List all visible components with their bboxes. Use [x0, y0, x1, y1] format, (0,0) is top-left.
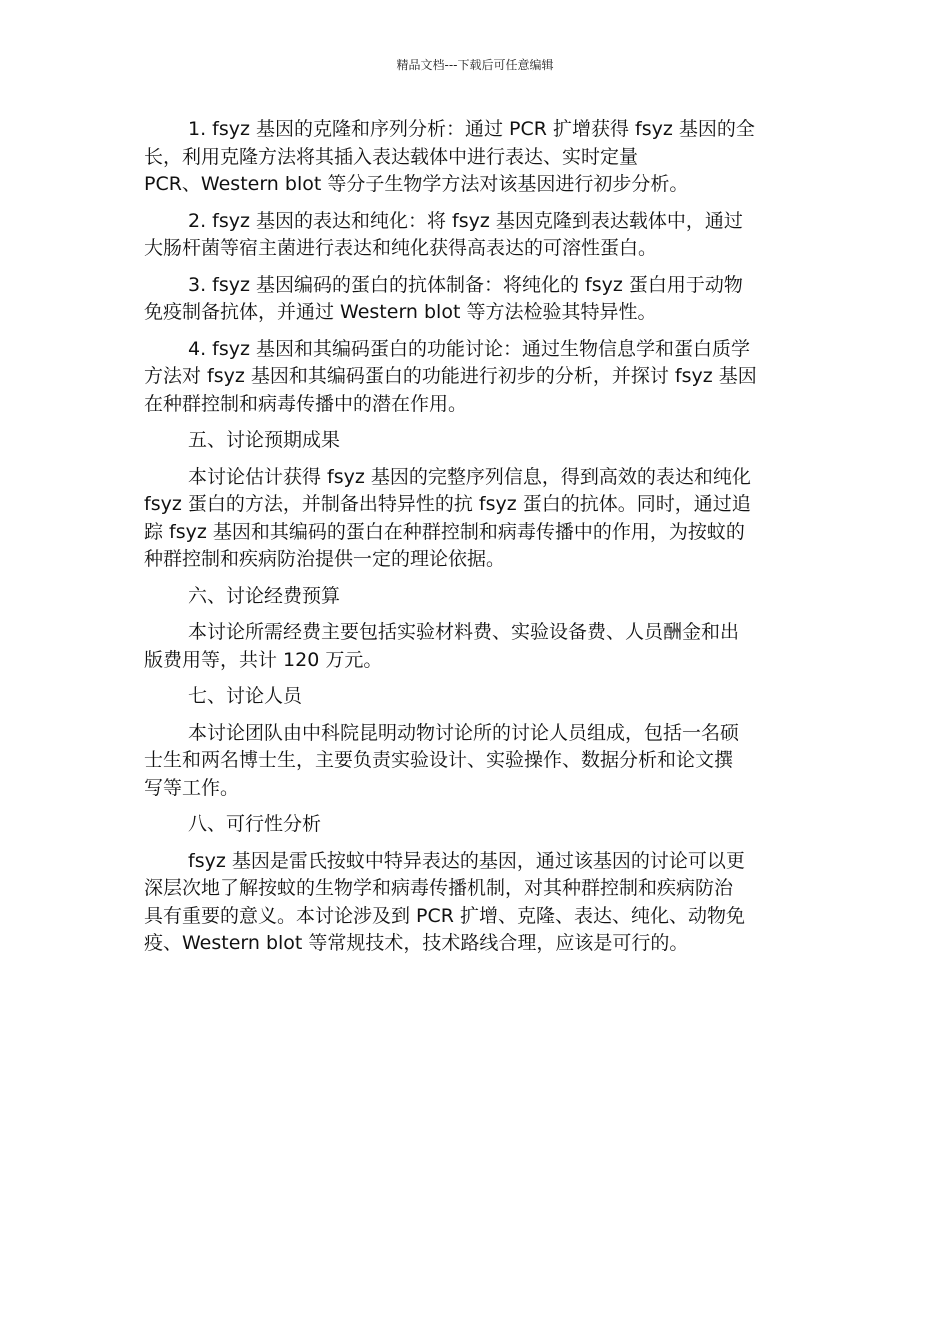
text-line: 疫、Western blot 等常规技术，技术路线合理，应该是可行的。: [144, 932, 689, 954]
paragraph-antibody-prep: [144, 272, 806, 327]
text-line: PCR、Western blot 等分子生物学方法对该基因进行初步分析。: [144, 173, 689, 195]
text-line: 在种群控制和病毒传播中的潜在作用。: [144, 392, 468, 415]
text-line: 踪 fsyz 基因和其编码的蛋白在种群控制和病毒传播中的作用，为按蚊的: [144, 520, 745, 543]
paragraph-function-discussion: [144, 336, 806, 419]
text-line: 4. fsyz 基因和其编码蛋白的功能讨论：通过生物信息学和蛋白质学: [188, 337, 751, 360]
text-line: 大肠杆菌等宿主菌进行表达和纯化获得高表达的可溶性蛋白。: [144, 237, 658, 259]
paragraph-gene-cloning: [144, 116, 806, 199]
paragraph-feasibility: [144, 848, 806, 958]
text-line: fsyz 基因是雷氏按蚊中特异表达的基因，通过该基因的讨论可以更: [188, 849, 745, 872]
paragraph-budget: [144, 619, 806, 674]
text-line: fsyz 蛋白的方法，并制备出特异性的抗 fsyz 蛋白的抗体。同时，通过追: [144, 493, 751, 515]
text-line: 长，利用克隆方法将其插入表达载体中进行表达、实时定量: [144, 145, 639, 168]
text-line: 具有重要的意义。本讨论涉及到 PCR 扩增、克隆、表达、纯化、动物免: [144, 904, 746, 927]
paragraph-expected-results: [144, 464, 806, 574]
text-line: 1. fsyz 基因的克隆和序列分析：通过 PCR 扩增获得 fsyz 基因的全: [188, 118, 755, 140]
section-heading-feasibility: 八、可行性分析: [188, 813, 322, 835]
paragraph-gene-expression: [144, 208, 806, 263]
paragraph-personnel: [144, 720, 806, 803]
text-line: 3. fsyz 基因编码的蛋白的抗体制备：将纯化的 fsyz 蛋白用于动物: [188, 273, 743, 296]
text-line: 写等工作。: [144, 776, 240, 799]
text-line: 士生和两名博士生，主要负责实验设计、实验操作、数据分析和论文撰: [144, 749, 734, 771]
page-header: 精品文档---下载后可任意编辑: [396, 58, 554, 72]
text-line: 版费用等，共计 120 万元。: [144, 648, 383, 671]
document-body: [144, 116, 806, 967]
text-line: 免疫制备抗体，并通过 Western blot 等方法检验其特异性。: [144, 301, 657, 323]
text-line: 本讨论所需经费主要包括实验材料费、实验设备费、人员酬金和出: [188, 621, 740, 643]
text-line: 2. fsyz 基因的表达和纯化：将 fsyz 基因克隆到表达载体中，通过: [188, 209, 743, 232]
text-line: 本讨论团队由中科院昆明动物讨论所的讨论人员组成，包括一名硕: [188, 721, 740, 744]
section-heading-expected-results: 五、讨论预期成果: [188, 429, 341, 451]
text-line: 方法对 fsyz 基因和其编码蛋白的功能进行初步的分析，并探讨 fsyz 基因: [144, 365, 757, 387]
text-line: 本讨论估计获得 fsyz 基因的完整序列信息，得到高效的表达和纯化: [188, 465, 751, 488]
section-heading-personnel: 七、讨论人员: [188, 685, 303, 707]
text-line: 种群控制和疾病防治提供一定的理论依据。: [144, 548, 506, 570]
text-line: 深层次地了解按蚊的生物学和病毒传播机制，对其种群控制和疾病防治: [144, 877, 734, 899]
section-heading-budget: 六、讨论经费预算: [188, 584, 341, 607]
